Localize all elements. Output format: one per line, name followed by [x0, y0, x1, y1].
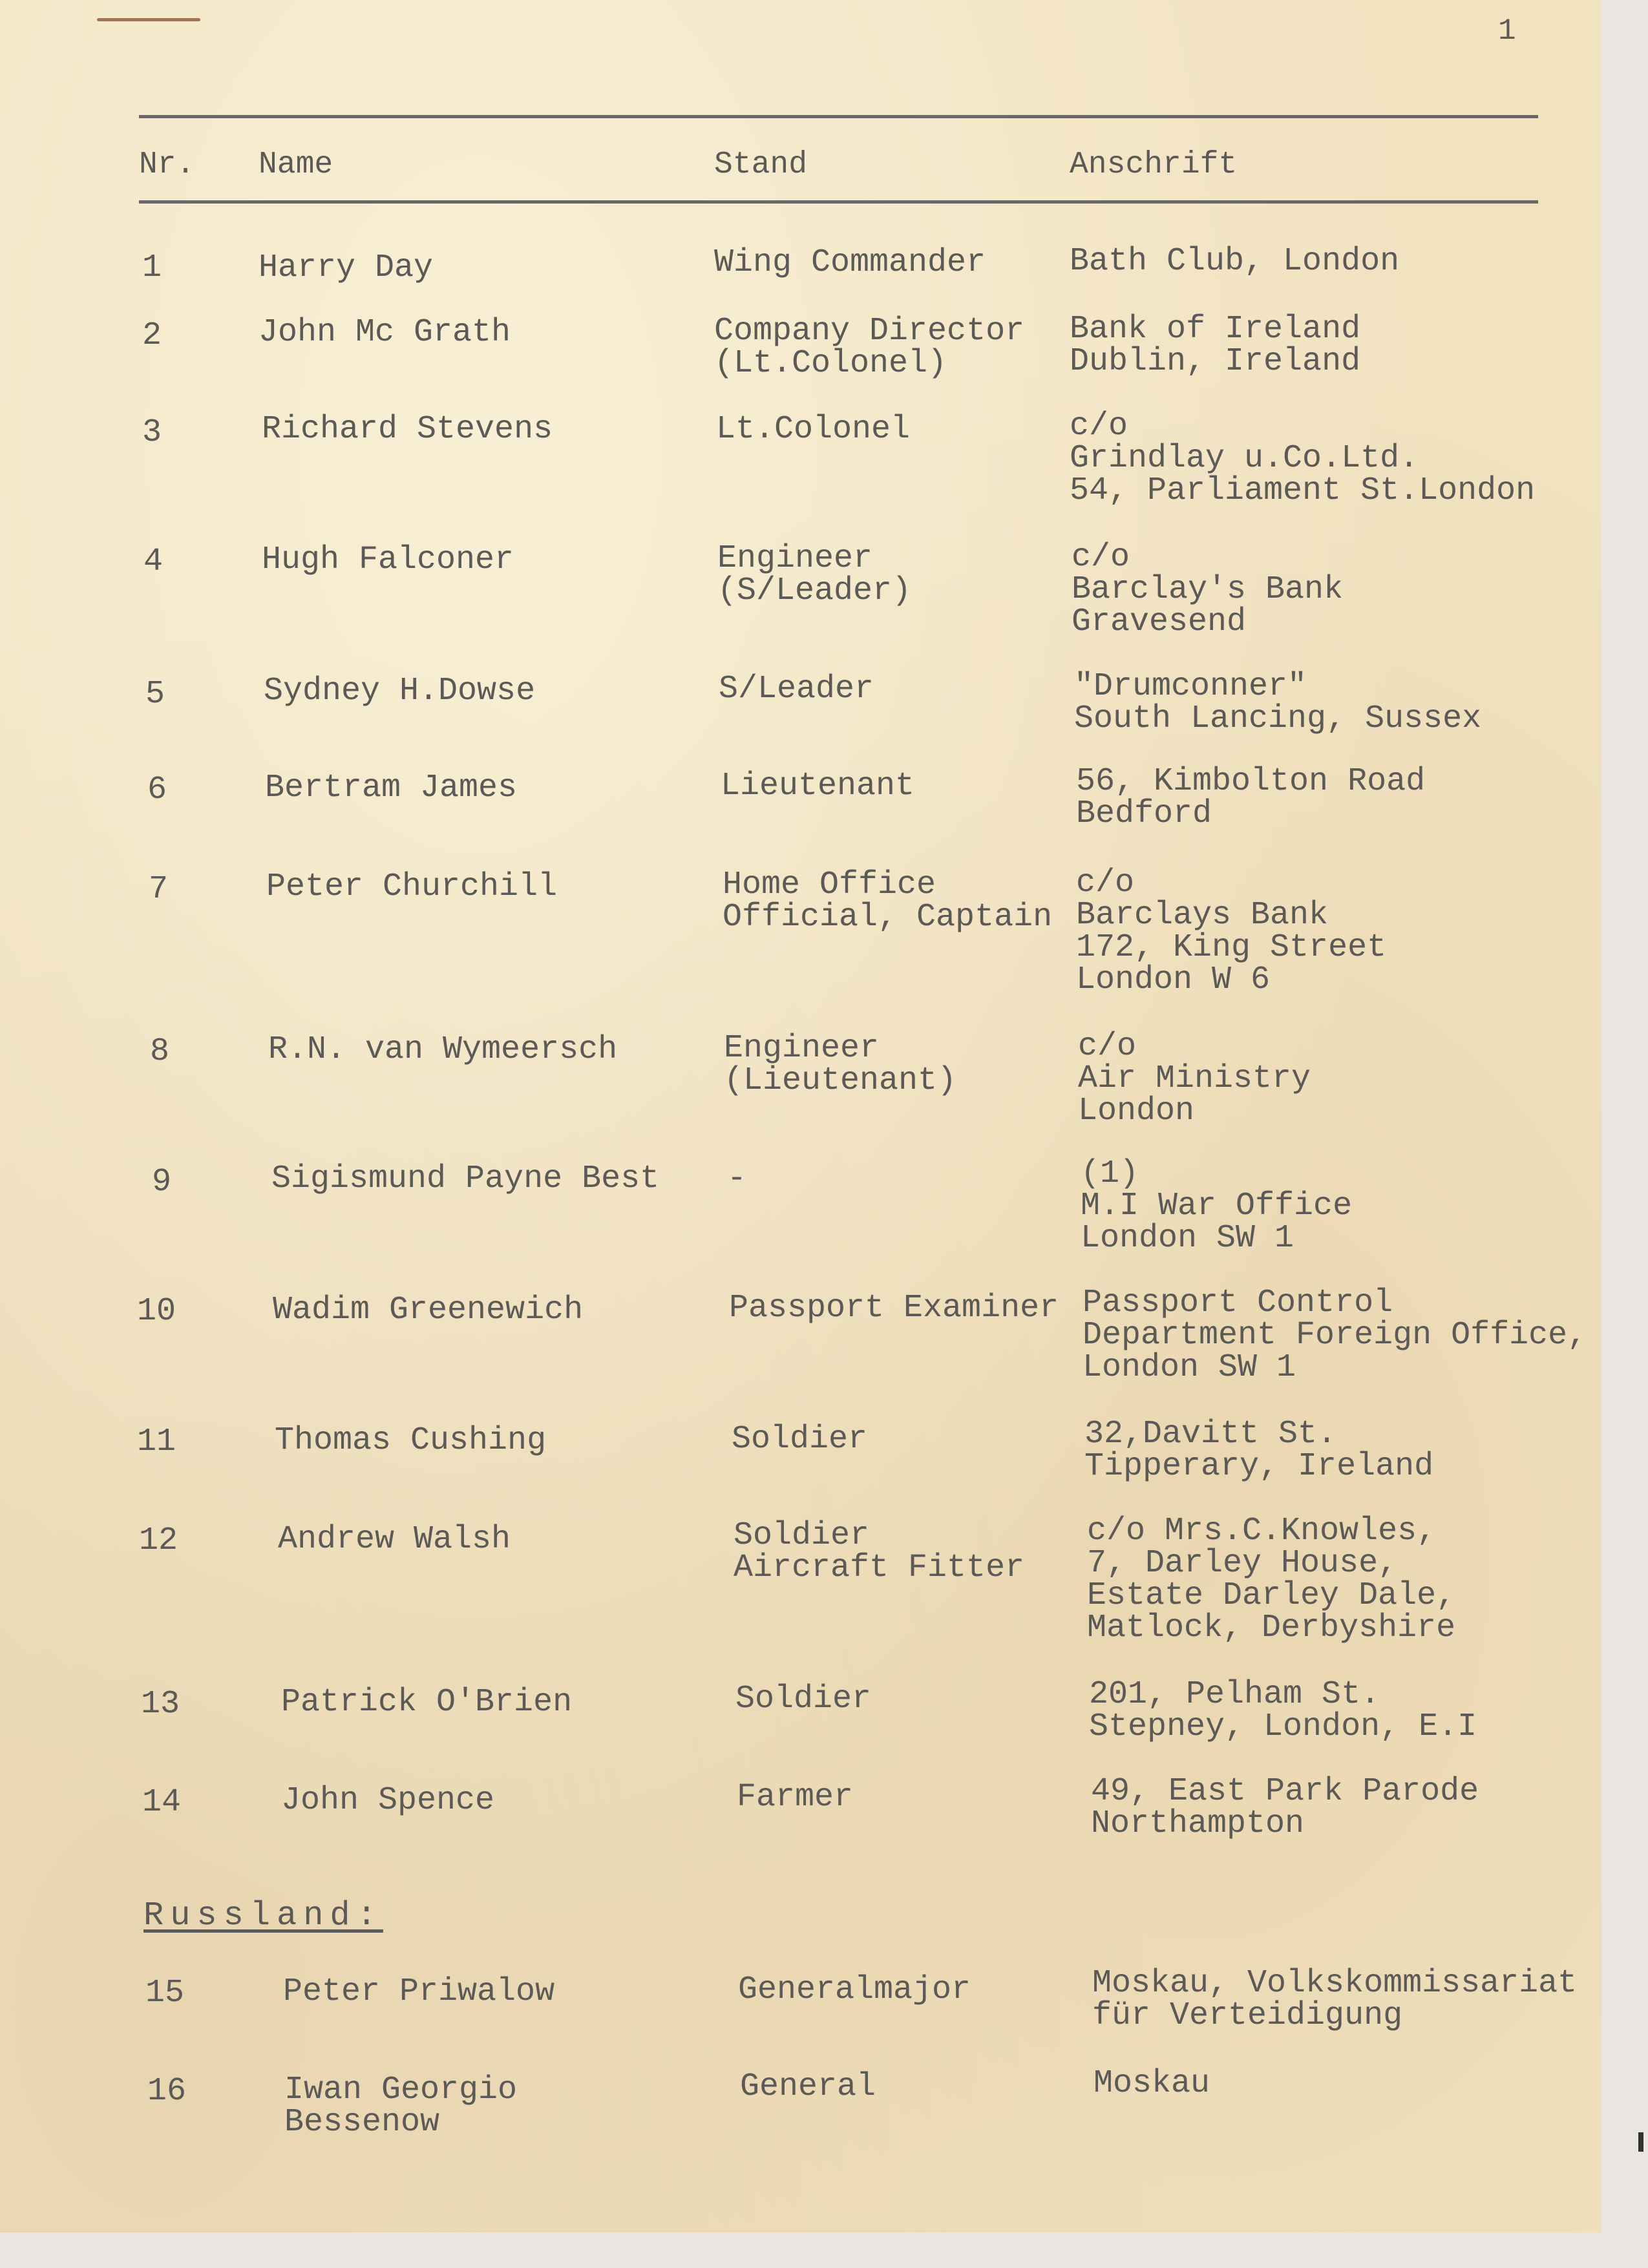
row-name: Iwan Georgio Bessenow [284, 2072, 518, 2141]
row-number: 13 [141, 1686, 180, 1723]
row-name: Peter Priwalow [283, 1973, 555, 2010]
row-name: R.N. van Wymeersch [268, 1031, 618, 1068]
pin-mark [97, 18, 200, 21]
row-name: John Spence [281, 1782, 495, 1819]
column-header-anschrift: Anschrift [1070, 147, 1238, 182]
row-address: 56, Kimbolton Road Bedford [1076, 763, 1426, 832]
row-stand: Home Office Official, Captain [723, 866, 1053, 936]
row-name: John Mc Grath [259, 314, 511, 351]
row-name: Sydney H.Dowse [264, 673, 536, 709]
row-number: 5 [145, 676, 165, 713]
page-number: 1 [1498, 14, 1516, 48]
row-stand: Soldier [735, 1681, 872, 1717]
row-address: 32,Davitt St. Tipperary, Ireland [1084, 1416, 1434, 1485]
row-address: c/o Air Ministry London [1078, 1028, 1311, 1129]
row-address: c/o Barclays Bank 172, King Street London W 6 [1076, 865, 1387, 998]
row-stand: General [740, 2068, 876, 2105]
row-name: Bertram James [265, 770, 518, 806]
row-name: Sigismund Payne Best [271, 1160, 660, 1197]
row-name: Andrew Walsh [278, 1521, 511, 1558]
column-header-name: Name [259, 147, 333, 182]
column-header-nr: Nr. [139, 147, 195, 182]
header-rule-top [139, 115, 1538, 118]
row-stand: S/Leader [719, 671, 874, 708]
row-address: Bath Club, London [1070, 243, 1400, 280]
header-rule-bottom [139, 200, 1538, 204]
row-number: 7 [149, 871, 169, 908]
scan-edge-mark [1638, 2132, 1643, 2152]
row-stand: Passport Examiner [729, 1290, 1059, 1327]
row-number: 14 [142, 1784, 182, 1821]
row-stand: Engineer (Lieutenant) [724, 1030, 957, 1099]
row-stand: Wing Commander [714, 244, 986, 281]
row-address: 49, East Park Parode Northampton [1091, 1773, 1479, 1842]
row-stand: Farmer [737, 1779, 854, 1816]
row-number: 3 [142, 414, 162, 451]
row-name: Hugh Falconer [262, 541, 514, 578]
row-address: c/o Mrs.C.Knowles, 7, Darley House, Estate Darley Dale, Matlock, Derbyshire [1087, 1513, 1456, 1646]
row-address: Moskau [1093, 2065, 1210, 2102]
row-number: 12 [139, 1522, 178, 1559]
row-number: 8 [150, 1033, 170, 1070]
row-address: (1) M.I War Office London SW 1 [1081, 1155, 1353, 1257]
row-name: Harry Day [259, 249, 434, 286]
row-address: 201, Pelham St. Stepney, London, E.I [1089, 1676, 1477, 1745]
row-stand: Engineer (S/Leader) [717, 540, 912, 609]
row-stand: Company Director (Lt.Colonel) [714, 313, 1025, 382]
section-heading-russland: Russland: [143, 1896, 383, 1935]
row-number: 1 [142, 249, 162, 286]
row-number: 15 [145, 1975, 185, 2011]
row-address: c/o Barclay's Bank Gravesend [1072, 539, 1344, 640]
column-header-stand: Stand [714, 147, 808, 182]
row-name: Patrick O'Brien [281, 1684, 573, 1721]
row-number: 9 [152, 1164, 172, 1201]
row-stand: Lt.Colonel [716, 411, 911, 448]
row-address: Bank of Ireland Dublin, Ireland [1070, 311, 1361, 380]
row-stand: - [727, 1160, 747, 1197]
row-number: 10 [137, 1293, 176, 1330]
row-address: c/o Grindlay u.Co.Ltd. 54, Parliament St.London [1070, 408, 1536, 509]
row-address: "Drumconner" South Lancing, Sussex [1074, 668, 1482, 737]
row-name: Richard Stevens [262, 411, 553, 448]
row-number: 2 [142, 317, 162, 354]
row-stand: Soldier [732, 1421, 868, 1458]
row-name: Thomas Cushing [275, 1422, 547, 1459]
row-number: 16 [147, 2073, 187, 2110]
row-stand: Lieutenant [721, 768, 915, 804]
row-number: 4 [143, 543, 164, 580]
row-stand: Soldier Aircraft Fitter [734, 1517, 1025, 1586]
row-number: 11 [137, 1423, 176, 1460]
row-address: Moskau, Volkskommissariat für Verteidigung [1092, 1965, 1578, 2034]
row-name: Peter Churchill [266, 868, 558, 905]
row-address: Passport Control Department Foreign Office, London SW 1 [1083, 1285, 1587, 1386]
row-name: Wadim Greenewich [273, 1292, 584, 1328]
row-stand: Generalmajor [738, 1971, 971, 2008]
row-number: 6 [147, 772, 167, 808]
